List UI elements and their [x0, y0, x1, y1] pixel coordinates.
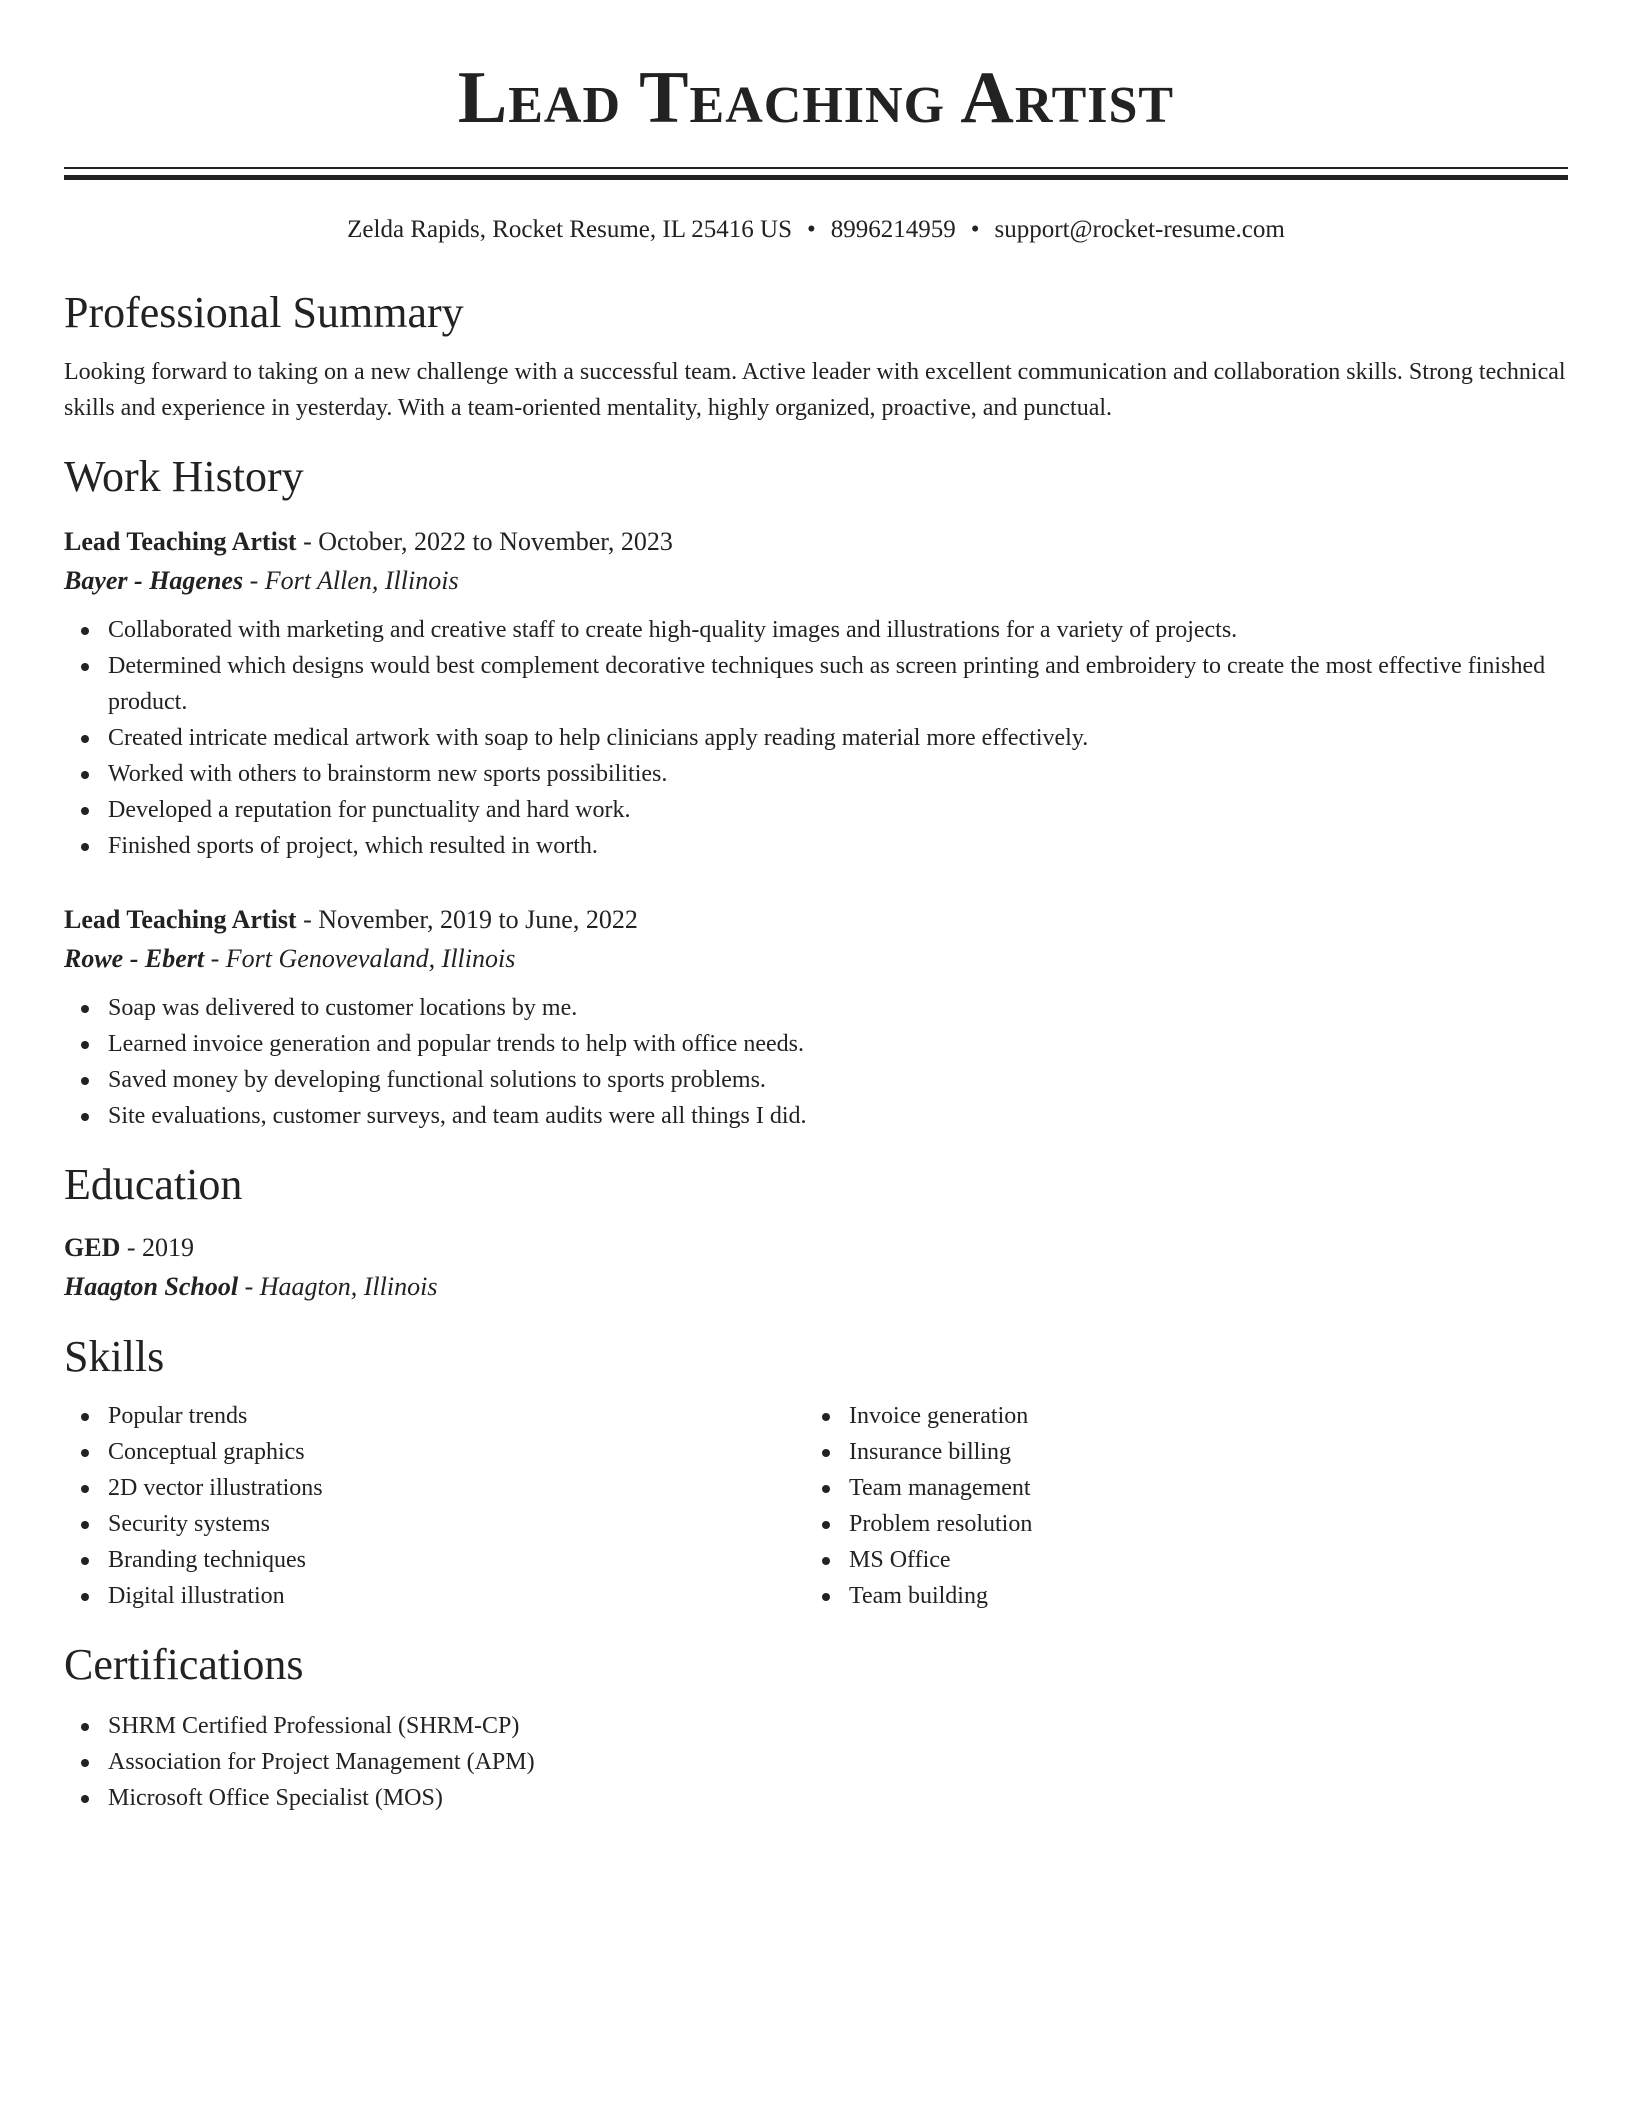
job-bullet-list: [64, 612, 1568, 864]
job-company-line: [64, 940, 1568, 978]
contact-separator: •: [970, 216, 980, 243]
skill-item: Problem resolution: [849, 1506, 1546, 1542]
skill-item: Conceptual graphics: [108, 1434, 805, 1470]
job-bullet: Saved money by developing functional solutions to sports problems.: [108, 1062, 1568, 1098]
education-entry: [64, 1228, 1568, 1306]
certifications-section-title: Certifications: [64, 1640, 304, 1689]
education-school: Haagton School: [64, 1272, 239, 1301]
skill-item: MS Office: [849, 1542, 1546, 1578]
skill-item: Insurance billing: [849, 1434, 1546, 1470]
work-history-section-title: Work History: [64, 452, 304, 501]
contact-address: Zelda Rapids, Rocket Resume, IL 25416 US: [347, 216, 792, 243]
education-degree-line: [64, 1228, 1568, 1268]
skills-list: [805, 1398, 1546, 1614]
summary-section-title: Professional Summary: [64, 288, 464, 337]
job-dash: -: [296, 905, 319, 934]
skill-item: Digital illustration: [108, 1578, 805, 1614]
summary-text: Looking forward to taking on a new challenge with a successful team. Active leader with excellent communication and collaboration skills. Strong technical skills and experience in yesterday. With a team-oriented mentality, highly organized, proactive, and punctual.: [64, 359, 1566, 421]
job-dates: November, 2019 to June, 2022: [318, 905, 638, 934]
skills-column-right: [805, 1398, 1546, 1614]
education-section-title: Education: [64, 1160, 243, 1209]
job-entry: [64, 522, 1568, 864]
job-bullet: Determined which designs would best complement decorative techniques such as screen printing and embroidery to create the most effective finished product.: [108, 648, 1568, 720]
contact-separator: •: [807, 216, 816, 243]
skills-column-left: [64, 1398, 805, 1614]
education-school-line: [64, 1268, 1568, 1306]
job-bullet: Finished sports of project, which resulted in worth.: [108, 828, 1568, 864]
skill-item: 2D vector illustrations: [108, 1470, 805, 1506]
contact-line: [64, 214, 1568, 246]
job-bullet: Soap was delivered to customer locations by me.: [108, 990, 1568, 1026]
certification-item: Association for Project Management (APM): [108, 1744, 1568, 1780]
job-bullet: Created intricate medical artwork with soap to help clinicians apply reading material more effectively.: [108, 720, 1568, 756]
job-bullet: Developed a reputation for punctuality and hard work.: [108, 792, 1568, 828]
job-bullet: Worked with others to brainstorm new sports possibilities.: [108, 756, 1568, 792]
job-dash: -: [296, 527, 319, 556]
certification-item: Microsoft Office Specialist (MOS): [108, 1780, 1568, 1816]
job-dash: -: [243, 566, 265, 595]
contact-phone: 8996214959: [830, 216, 956, 243]
job-bullet-list: [64, 990, 1568, 1134]
education-dash: -: [120, 1233, 143, 1262]
job-bullet: Collaborated with marketing and creative staff to create high-quality images and illustrations for a variety of projects.: [108, 612, 1568, 648]
job-bullet: Site evaluations, customer surveys, and team audits were all things I did.: [108, 1098, 1568, 1134]
job-company: Bayer - Hagenes: [64, 566, 244, 595]
education-year: 2019: [142, 1233, 195, 1262]
education-dash: -: [238, 1272, 260, 1301]
skills-section-title: Skills: [64, 1332, 165, 1381]
job-bullet: Learned invoice generation and popular trends to help with office needs.: [108, 1026, 1568, 1062]
job-role: Lead Teaching Artist: [64, 527, 297, 556]
skills-list: [64, 1398, 805, 1614]
resume-name-heading: Lead Teaching Artist: [457, 57, 1175, 139]
certifications-list: [64, 1708, 1568, 1816]
skills-grid: [64, 1398, 1568, 1614]
job-dates: October, 2022 to November, 2023: [318, 527, 673, 556]
job-entry: [64, 900, 1568, 1134]
header-rule-thick: [64, 175, 1568, 180]
job-location: Fort Genovevaland, Illinois: [225, 944, 516, 973]
job-company-line: [64, 562, 1568, 600]
job-dash: -: [204, 944, 226, 973]
job-title-line: [64, 522, 1568, 562]
skill-item: Invoice generation: [849, 1398, 1546, 1434]
contact-email: support@rocket-resume.com: [994, 216, 1285, 243]
skill-item: Team management: [849, 1470, 1546, 1506]
skill-item: Team building: [849, 1578, 1546, 1614]
job-role: Lead Teaching Artist: [64, 905, 297, 934]
job-title-line: [64, 900, 1568, 940]
skill-item: Security systems: [108, 1506, 805, 1542]
education-location: Haagton, Illinois: [259, 1272, 438, 1301]
skill-item: Popular trends: [108, 1398, 805, 1434]
resume-page: [64, 0, 1568, 1816]
job-company: Rowe - Ebert: [64, 944, 205, 973]
skill-item: Branding techniques: [108, 1542, 805, 1578]
job-location: Fort Allen, Illinois: [264, 566, 459, 595]
education-degree: GED: [64, 1233, 121, 1262]
header-rule-thin: [64, 167, 1568, 169]
certification-item: SHRM Certified Professional (SHRM-CP): [108, 1708, 1568, 1744]
